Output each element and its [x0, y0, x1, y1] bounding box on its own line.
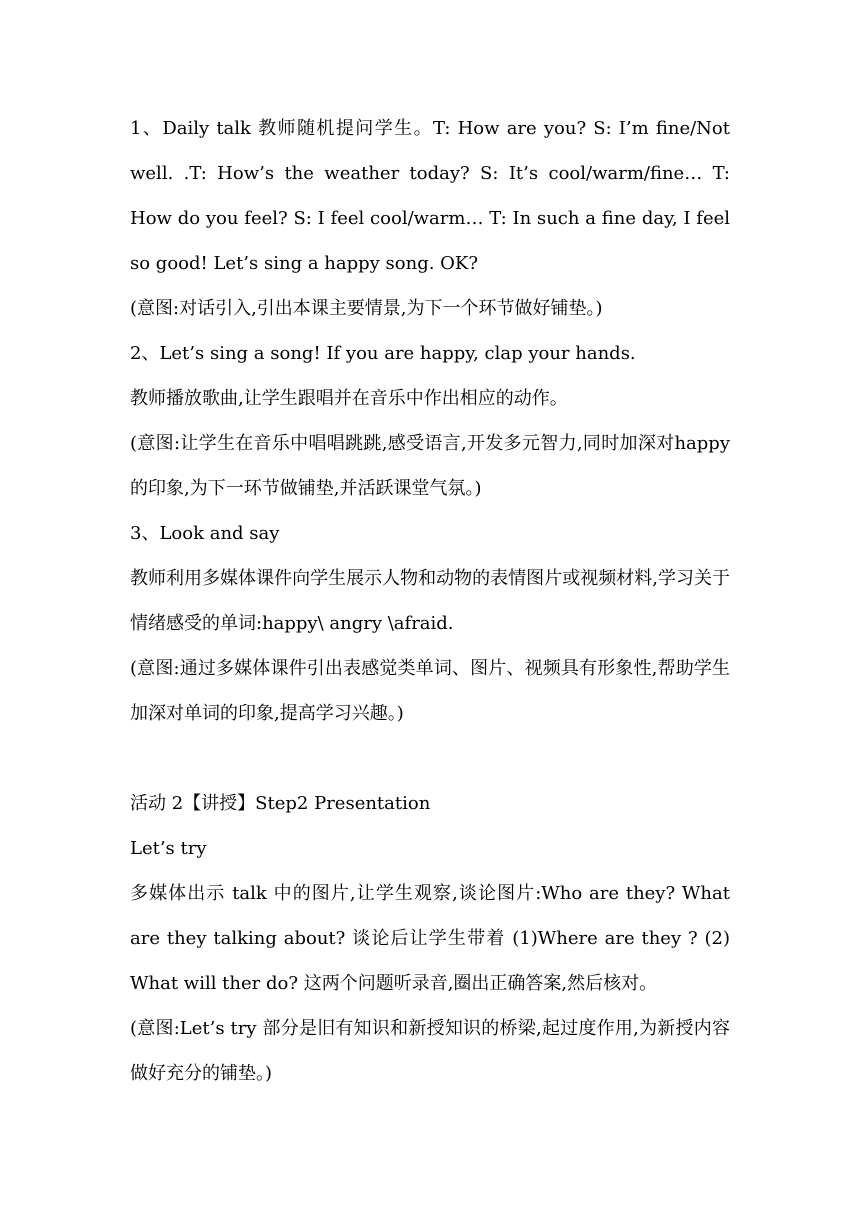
document-body	[130, 106, 730, 1096]
sing-song-heading: 2、Let’s sing a song! If you are happy, clap your hands.	[130, 343, 636, 364]
intent-note-1: (意图:对话引入,引出本课主要情景,为下一个环节做好铺垫。)	[130, 298, 603, 319]
daily-talk-paragraph: 1、Daily talk 教师随机提问学生。T: How are you? S: I’m fine/Not well. .T: How’s the weather today? S: It’s cool/warm/fine… T: How do you feel? S: I feel cool/warm… T: In such a fine day, I feel so good! Let’s sing a happy song. OK?	[130, 118, 730, 274]
intent-note-2: (意图:让学生在音乐中唱唱跳跳,感受语言,开发多元智力,同时加深对happy的印象,为下一环节做铺垫,并活跃课堂气氛。)	[130, 433, 730, 499]
look-and-say-heading: 3、Look and say	[130, 523, 280, 544]
intent-note-3: (意图:通过多媒体课件引出表感觉类单词、图片、视频具有形象性,帮助学生加深对单词的印象,提高学习兴趣。)	[130, 658, 730, 724]
look-and-say-instruction: 教师利用多媒体课件向学生展示人物和动物的表情图片或视频材料,学习关于情绪感受的单词:happy\ angry \afraid.	[130, 568, 730, 634]
lets-try-heading: Let’s try	[130, 838, 207, 859]
intent-note-4: (意图:Let’s try 部分是旧有知识和新授知识的桥梁,起过度作用,为新授内容做好充分的铺垫。)	[130, 1018, 730, 1084]
song-instruction: 教师播放歌曲,让学生跟唱并在音乐中作出相应的动作。	[130, 388, 568, 409]
activity-2-heading: 活动 2【讲授】Step2 Presentation	[130, 793, 431, 814]
section-spacer	[130, 736, 730, 781]
lets-try-instruction: 多媒体出示 talk 中的图片,让学生观察,谈论图片:Who are they? What are they talking about? 谈论后让学生带着 (1)Where are they ? (2) What will ther do? 这两个问题听录音,圈出正确答案,然后核对。	[130, 883, 730, 994]
